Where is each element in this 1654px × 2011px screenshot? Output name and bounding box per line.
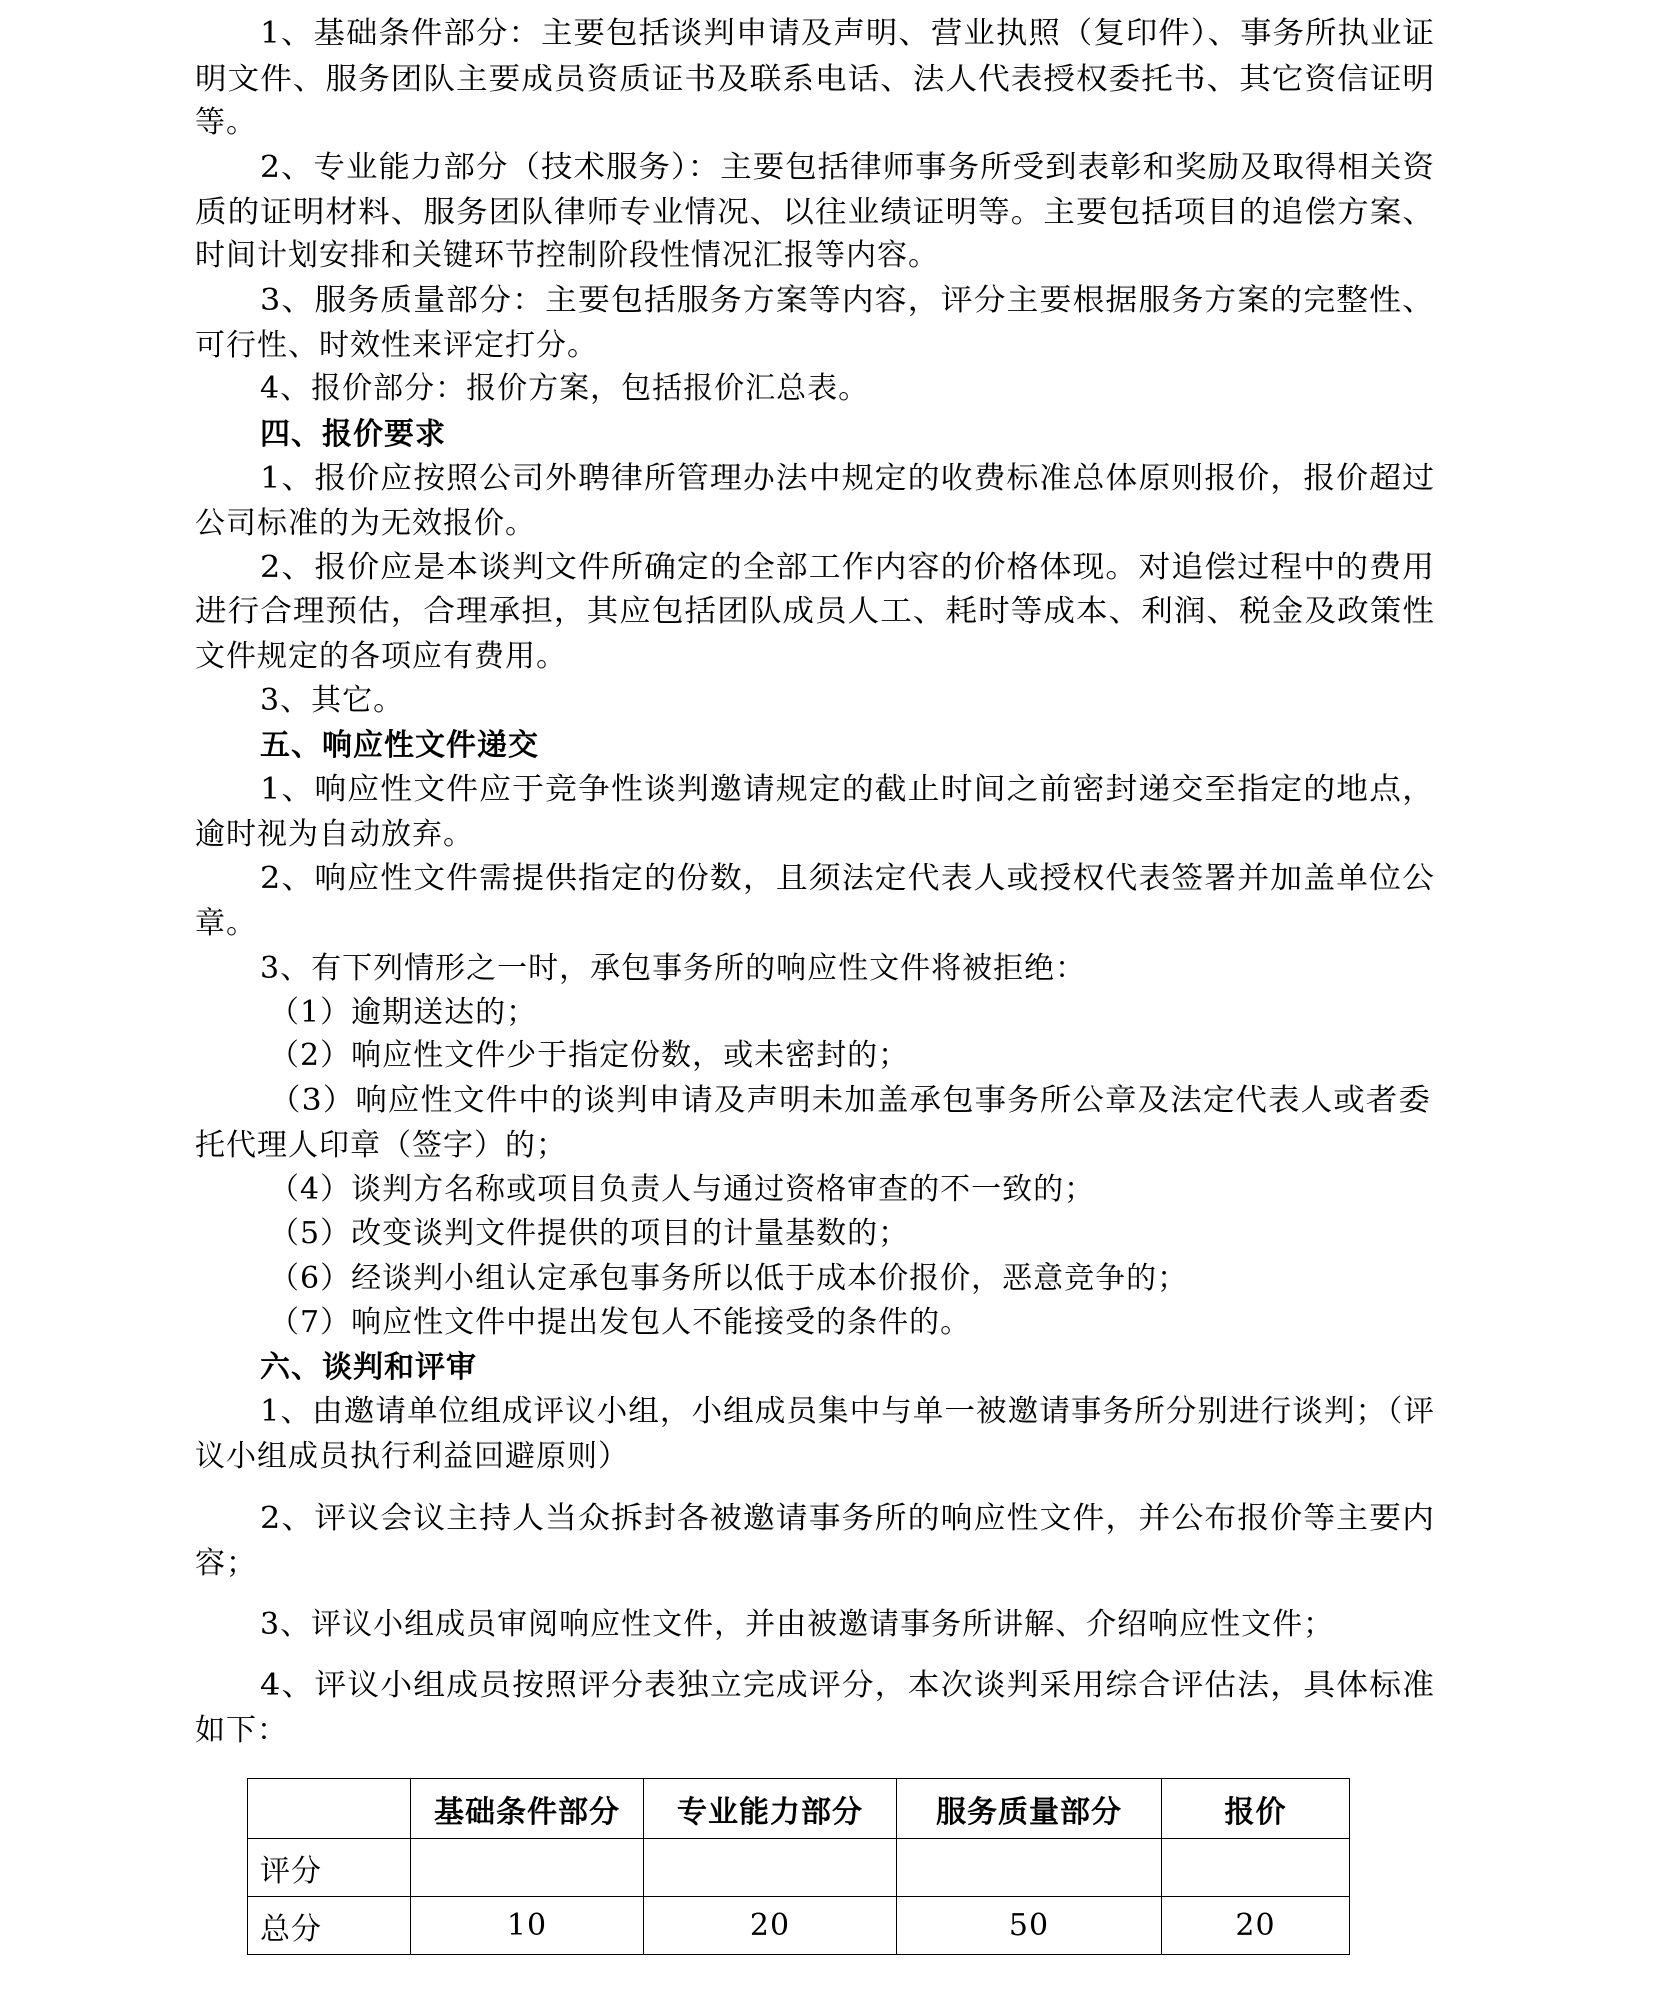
table-cell: 20 <box>644 1897 897 1955</box>
row-label: 评分 <box>248 1839 411 1897</box>
text-line: 可行性、时效性来评定打分。 <box>195 328 598 363</box>
table-header-row <box>248 1779 1350 1839</box>
section-heading-negotiation: 六、谈判和评审 <box>260 1350 477 1385</box>
text-line: 进行合理预估，合理承担，其应包括团队成员人工、耗时等成本、利润、税金及政策性 <box>195 594 1435 629</box>
text-line: 1、响应性文件应于竞争性谈判邀请规定的截止时间之前密封递交至指定的地点， <box>260 772 1436 807</box>
text-line: 容； <box>195 1546 257 1581</box>
text-line: 2、专业能力部分（技术服务）：主要包括律师事务所受到表彰和奖励及取得相关资 <box>260 150 1436 185</box>
table-header-cell: 专业能力部分 <box>644 1779 897 1839</box>
list-item: （7）响应性文件中提出发包人不能接受的条件的。 <box>269 1305 972 1340</box>
table-cell: 50 <box>897 1897 1162 1955</box>
text-line: 章。 <box>195 906 257 941</box>
text-line: 3、其它。 <box>260 683 405 718</box>
text-line: 等。 <box>195 105 257 140</box>
text-line: 公司标准的为无效报价。 <box>195 506 536 541</box>
text-line: 3、服务质量部分：主要包括服务方案等内容，评分主要根据服务方案的完整性、 <box>260 283 1436 318</box>
text-line: 1、基础条件部分：主要包括谈判申请及声明、营业执照（复印件）、事务所执业证 <box>260 16 1436 51</box>
row-label: 总分 <box>248 1897 411 1955</box>
text-line: 4、评议小组成员按照评分表独立完成评分，本次谈判采用综合评估法，具体标准 <box>260 1668 1436 1703</box>
text-line: 1、报价应按照公司外聘律所管理办法中规定的收费标准总体原则报价，报价超过 <box>260 461 1436 496</box>
text-line: 时间计划安排和关键环节控制阶段性情况汇报等内容。 <box>195 238 939 273</box>
text-line: 明文件、服务团队主要成员资质证书及联系电话、法人代表授权委托书、其它资信证明 <box>195 62 1435 97</box>
text-line: 3、有下列情形之一时，承包事务所的响应性文件将被拒绝： <box>260 951 1087 986</box>
text-line: 质的证明材料、服务团队律师专业情况、以往业绩证明等。主要包括项目的追偿方案、 <box>195 195 1435 230</box>
table-header-cell: 服务质量部分 <box>897 1779 1162 1839</box>
text-line: 文件规定的各项应有费用。 <box>195 639 567 674</box>
text-line: 2、报价应是本谈判文件所确定的全部工作内容的价格体现。对追偿过程中的费用 <box>260 550 1436 585</box>
list-item: （1）逾期送达的； <box>269 995 538 1030</box>
table-cell <box>897 1839 1162 1897</box>
table-cell <box>411 1839 644 1897</box>
text-line: 2、响应性文件需提供指定的份数，且须法定代表人或授权代表签署并加盖单位公 <box>260 861 1436 896</box>
table-cell <box>1162 1839 1350 1897</box>
table-cell: 20 <box>1162 1897 1350 1955</box>
table-header-cell <box>248 1779 411 1839</box>
table-cell <box>644 1839 897 1897</box>
text-line: 逾时视为自动放弃。 <box>195 817 474 852</box>
list-item: （2）响应性文件少于指定份数，或未密封的； <box>269 1038 910 1073</box>
table-row <box>248 1839 1350 1897</box>
table-cell: 10 <box>411 1897 644 1955</box>
table-header-cell: 报价 <box>1162 1779 1350 1839</box>
list-item: （6）经谈判小组认定承包事务所以低于成本价报价，恶意竞争的； <box>269 1261 1189 1296</box>
text-line: 4、报价部分：报价方案，包括报价汇总表。 <box>260 371 870 406</box>
list-item: （5）改变谈判文件提供的项目的计量基数的； <box>269 1216 910 1251</box>
list-item: （4）谈判方名称或项目负责人与通过资格审查的不一致的； <box>269 1172 1096 1207</box>
table-header-cell: 基础条件部分 <box>411 1779 644 1839</box>
text-line: 1、由邀请单位组成评议小组，小组成员集中与单一被邀请事务所分别进行谈判；（评 <box>260 1394 1436 1429</box>
section-heading-submission: 五、响应性文件递交 <box>260 728 539 763</box>
text-line: 托代理人印章（签字）的； <box>195 1128 567 1163</box>
text-line: 如下： <box>195 1713 288 1748</box>
section-heading-quote-requirements: 四、报价要求 <box>260 417 446 452</box>
scoring-table <box>247 1778 1350 1955</box>
text-line: 议小组成员执行利益回避原则） <box>195 1439 629 1474</box>
table-row <box>248 1897 1350 1955</box>
text-line: 2、评议会议主持人当众拆封各被邀请事务所的响应性文件，并公布报价等主要内 <box>260 1501 1436 1536</box>
list-item: （3）响应性文件中的谈判申请及声明未加盖承包事务所公章及法定代表人或者委 <box>269 1083 1432 1118</box>
text-line: 3、评议小组成员审阅响应性文件，并由被邀请事务所讲解、介绍响应性文件； <box>260 1607 1335 1642</box>
